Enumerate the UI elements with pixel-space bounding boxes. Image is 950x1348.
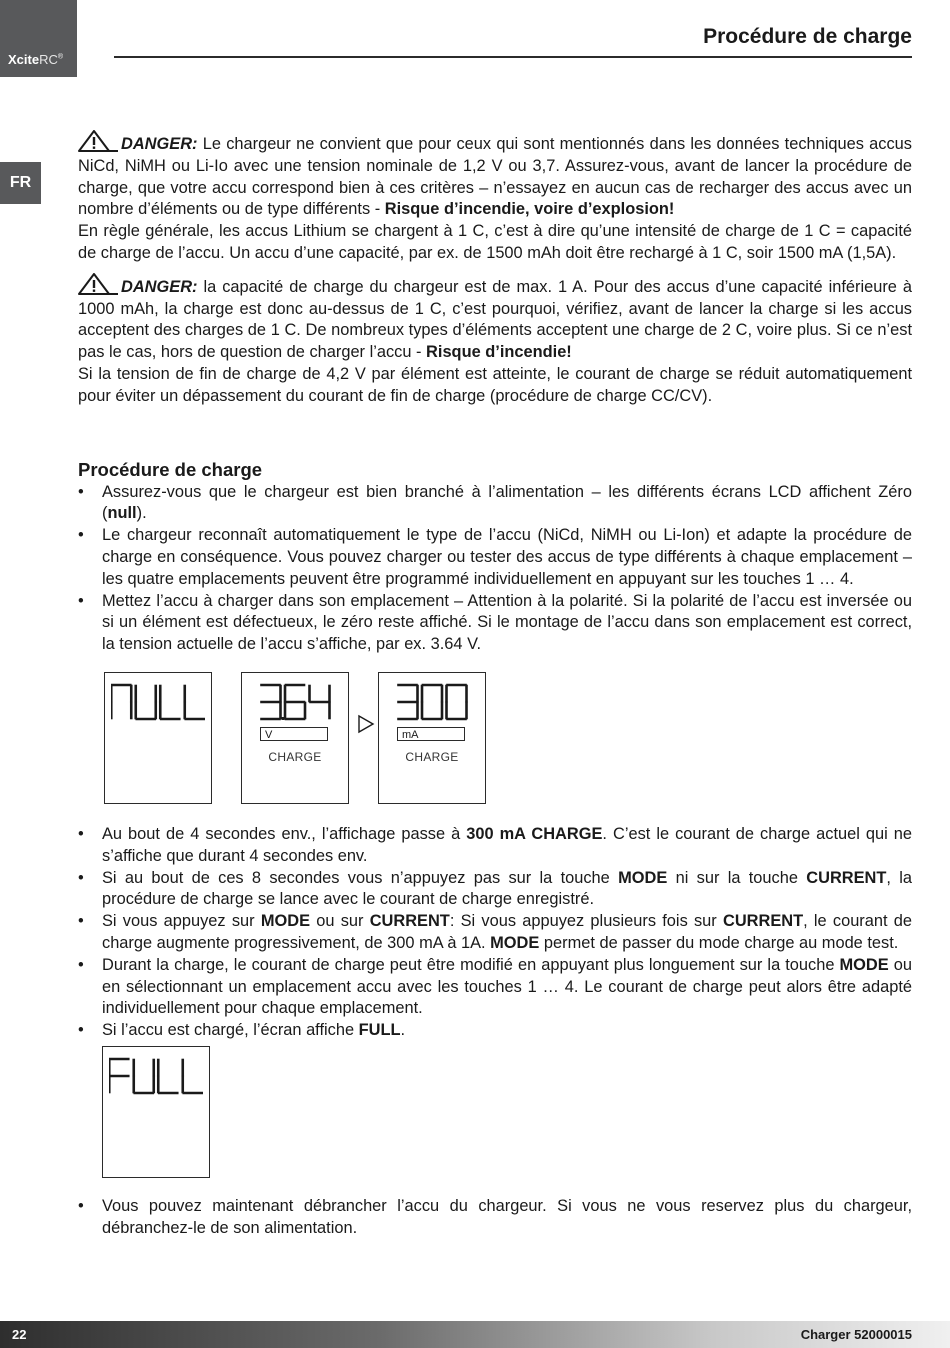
list-item: • Assurez-vous que le chargeur est bien branché à l’alimentation – les différents écrans LCD affichent Zéro (null). <box>78 482 912 526</box>
list-item: • Durant la charge, le courant de charge peut être modifié en appuyant plus longuement sur la touche MODE ou en sélectionnant un emplacement accu avec les touches 1 … 4. Le courant de charge peut alors être adapté individuellement pour chaque emplacement. <box>78 955 912 1020</box>
lcd-screen-current <box>378 672 486 804</box>
tension-paragraph: Si la tension de fin de charge de 4,2 V par élément est atteinte, le courant de charge se réduit automatiquement pour éviter un dépassement du courant de fin de charge (procédure de charge CC/CV). <box>78 364 912 405</box>
lithium-paragraph: En règle générale, les accus Lithium se chargent à 1 C, c’est à dire qu’une intensité de charge de 1 C = capacité de charge de l’accu. Un accu d’une capacité, par ex. de 1500 mAh doit être rechargé à 1 C, soir 1500 mA (1,5A). <box>78 222 912 262</box>
lcd-display-row <box>104 662 912 812</box>
bullet-list-2 <box>78 824 912 1042</box>
list-item: • Le chargeur reconnaît automatiquement le type de l’accu (NiCd, NiMH ou Li-Ion) et adapte la procédure de charge en conséquence. Vous pouvez charger ou tester des accus de type différents à chaque emplacement – les quatre emplacements peuvent être programmé individuellement en appuyant sur les touches 1 … 4. <box>78 525 912 590</box>
lcd-display-row-full <box>104 1042 912 1184</box>
lcd-digits <box>109 1057 203 1095</box>
warning-triangle-icon <box>78 273 118 295</box>
lcd-screen-null <box>104 672 212 804</box>
lcd-mode-label: CHARGE <box>268 749 322 764</box>
list-item: • Mettez l’accu à charger dans son emplacement – Attention à la polarité. Si la polarité de l’accu est inversée ou si un élément est défectueux, le zéro reste affiché. Si le montage de l’accu dans son emplacement est correct, la tension actuelle de l’accu s’affiche, par ex. 3.64 V. <box>78 591 912 656</box>
header-divider <box>114 56 912 58</box>
footer-model: Charger 52000015 <box>800 1327 912 1342</box>
page-number: 22 <box>12 1327 27 1342</box>
warning-triangle-icon <box>78 130 118 152</box>
danger-warning-bold: Risque d’incendie! <box>426 343 572 362</box>
section-title: Procédure de charge <box>78 458 263 480</box>
danger-text: Le chargeur ne convient que pour ceux qui sont mentionnés dans les données techniques accus NiCd, NiMH ou Li-Io avec une tension nominale de 1,2 V ou 3,7. Assurez-vous, avant de lancer la procédure de charge, que votre accu correspond bien à ces critères – n’essayez en aucun cas de recharger des accus avec un nombre d’éléments ou de type différents - <box>78 135 912 219</box>
brand-logo-box <box>0 0 77 77</box>
language-tab: FR <box>0 162 41 204</box>
bullet-list-3 <box>78 1196 912 1240</box>
danger-text: la capacité de charge du chargeur est de max. 1 A. Pour des accus d’une capacité inférieure à 1000 mAh, la charge est donc au-dessus de 1 C, c’est pourquoi, vérifiez, avant de lancer la charge si les accus acceptent des charges de 1 C. De nombreux types d’éléments acceptent une charge de 2 C, voire plus. Si ce n’est pas le cas, hors de question de charger l’accu - <box>78 277 912 362</box>
list-item: • Vous pouvez maintenant débrancher l’accu du chargeur. Si vous ne vous reservez plus du chargeur, débranchez-le de son alimentation. <box>78 1196 912 1240</box>
list-item: • Au bout de 4 secondes env., l’affichage passe à 300 mA CHARGE. C’est le courant de charge actuel qui ne s’affiche que durant 4 secondes env. <box>78 824 912 868</box>
danger-label: DANGER: <box>121 135 198 153</box>
danger-label: DANGER: <box>121 277 198 296</box>
lcd-mode-label: CHARGE <box>405 749 459 764</box>
lcd-unit-box: mA <box>397 727 465 741</box>
brand-logo: XciteRC® <box>8 52 64 67</box>
list-item: • Si l’accu est chargé, l’écran affiche FULL. <box>78 1020 912 1042</box>
danger-warning-bold: Risque d’incendie, voire d’explosion! <box>384 200 675 219</box>
arrow-right-icon <box>356 714 376 734</box>
lcd-unit-box: V <box>260 727 328 741</box>
bullet-list-1 <box>78 482 912 656</box>
main-content <box>78 130 912 1240</box>
list-item: • Si vous appuyez sur MODE ou sur CURRENT: Si vous appuyez plusieurs fois sur CURRENT, le courant de charge augmente progressivement, de 300 mA à 1A. MODE permet de passer du mode charge au mode test. <box>78 911 912 955</box>
lcd-screen-full <box>102 1046 210 1178</box>
lcd-digits <box>248 683 342 721</box>
lcd-screen-voltage <box>241 672 349 804</box>
lcd-digits <box>111 683 205 721</box>
danger-paragraph-2 <box>78 273 912 364</box>
list-item: • Si au bout de ces 8 secondes vous n’appuyez pas sur la touche MODE ni sur la touche CURRENT, la procédure de charge se lance avec le courant de charge enregistré. <box>78 868 912 912</box>
page-title: Procédure de charge <box>703 25 912 48</box>
lcd-digits <box>385 683 479 721</box>
danger-paragraph-1 <box>78 130 912 221</box>
